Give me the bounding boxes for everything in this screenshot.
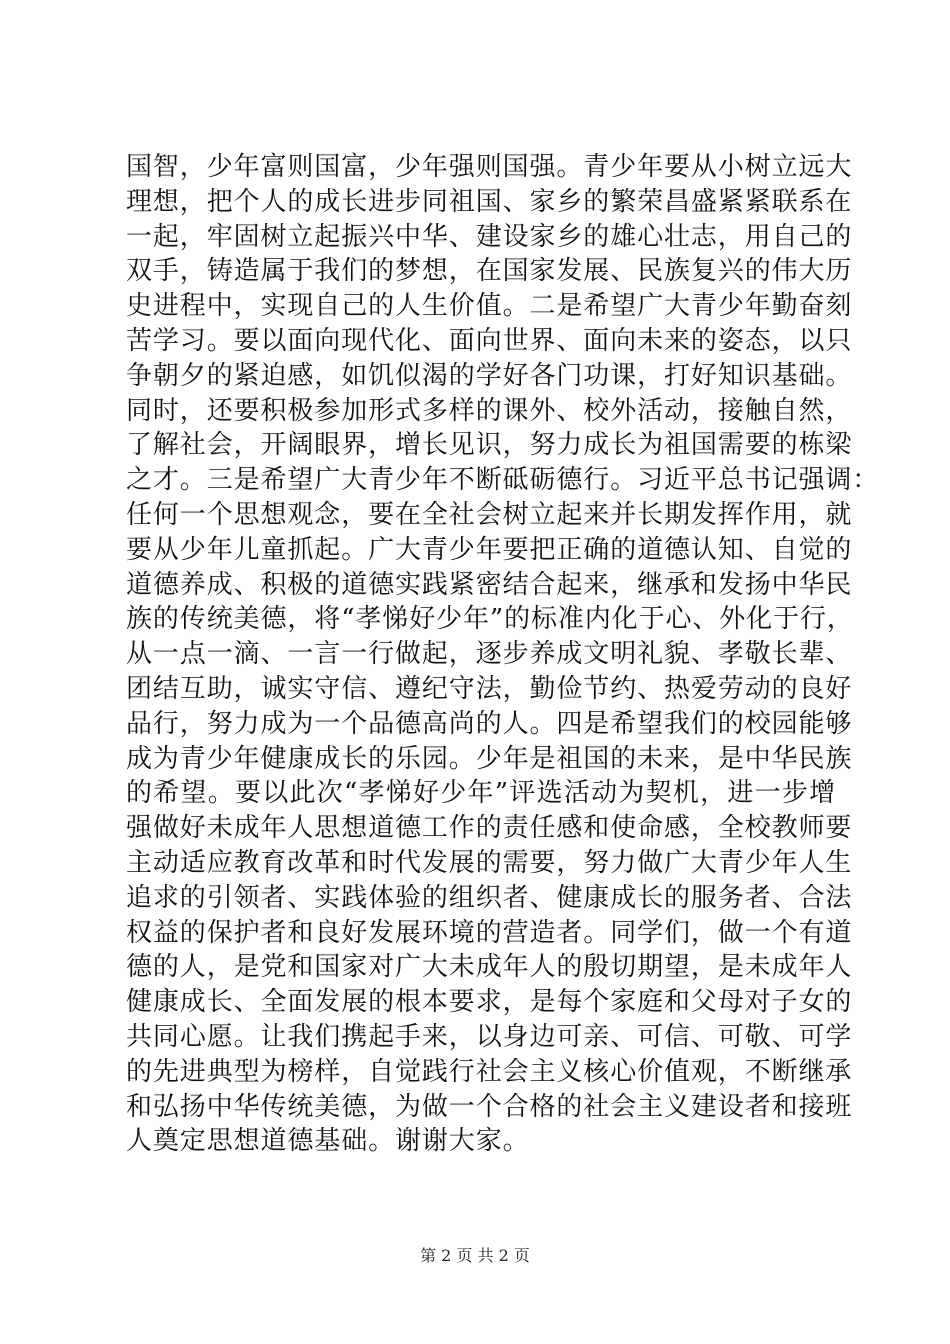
page-number-footer: 第 2 页 共 2 页 <box>420 1246 530 1265</box>
text-line: 权益的保护者和良好发展环境的营造者。同学们，做一个有道 <box>126 917 853 948</box>
text-line: 任何一个思想观念，要在全社会树立起来并长期发挥作用，就 <box>126 499 853 530</box>
text-line: 成为青少年健康成长的乐园。少年是祖国的未来，是中华民族 <box>126 743 853 774</box>
text-line: 的希望。要以此次“孝悌好少年”评选活动为契机，进一步增 <box>126 778 836 809</box>
text-line: 国智，少年富则国富，少年强则国强。青少年要从小树立远大 <box>126 152 853 182</box>
text-line: 苦学习。要以面向现代化、面向世界、面向未来的姿态，以只 <box>126 325 853 356</box>
text-line: 品行，努力成为一个品德高尚的人。四是希望我们的校园能够 <box>126 708 853 739</box>
text-line: 一起，牢固树立起振兴中华、建设家乡的雄心壮志，用自己的 <box>126 221 853 252</box>
text-line: 主动适应教育改革和时代发展的需要，努力做广大青少年人生 <box>126 847 853 878</box>
text-line: 史进程中，实现自己的人生价值。二是希望广大青少年勤奋刻 <box>126 291 853 322</box>
text-line: 共同心愿。让我们携起手来，以身边可亲、可信、可敬、可学 <box>126 1021 853 1052</box>
text-line: 双手，铸造属于我们的梦想，在国家发展、民族复兴的伟大历 <box>126 256 853 287</box>
body-text <box>126 150 880 1159</box>
text-line: 团结互助，诚实守信、遵纪守法，勤俭节约、热爱劳动的良好 <box>126 673 853 704</box>
text-line: 从一点一滴、一言一行做起，逐步养成文明礼貌、孝敬长辈、 <box>126 639 853 670</box>
text-line: 德的人，是党和国家对广大未成年人的殷切期望，是未成年人 <box>126 952 853 983</box>
text-line: 争朝夕的紧迫感，如饥似渴的学好各门功课，打好知识基础。 <box>126 360 853 391</box>
text-line: 道德养成、积极的道德实践紧密结合起来，继承和发扬中华民 <box>126 569 853 600</box>
text-line-last: 人奠定思想道德基础。谢谢大家。 <box>126 1126 530 1157</box>
text-line: 之才。三是希望广大青少年不断砥砺德行。习近平总书记强调： <box>126 465 880 496</box>
text-line: 的先进典型为榜样，自觉践行社会主义核心价值观，不断继承 <box>126 1056 853 1087</box>
text-line: 要从少年儿童抓起。广大青少年要把正确的道德认知、自觉的 <box>126 534 853 565</box>
text-line: 健康成长、全面发展的根本要求，是每个家庭和父母对子女的 <box>126 987 853 1018</box>
text-line: 和弘扬中华传统美德，为做一个合格的社会主义建设者和接班 <box>126 1091 853 1122</box>
text-line: 同时，还要积极参加形式多样的课外、校外活动，接触自然， <box>126 395 853 426</box>
text-line: 族的传统美德，将“孝悌好少年”的标准内化于心、外化于行， <box>126 604 854 635</box>
text-line: 追求的引领者、实践体验的组织者、健康成长的服务者、合法 <box>126 882 853 913</box>
text-line: 了解社会，开阔眼界，增长见识，努力成长为祖国需要的栋梁 <box>126 430 853 461</box>
text-line: 理想，把个人的成长进步同祖国、家乡的繁荣昌盛紧紧联系在 <box>126 186 853 217</box>
text-line: 强做好未成年人思想道德工作的责任感和使命感，全校教师要 <box>126 813 853 844</box>
